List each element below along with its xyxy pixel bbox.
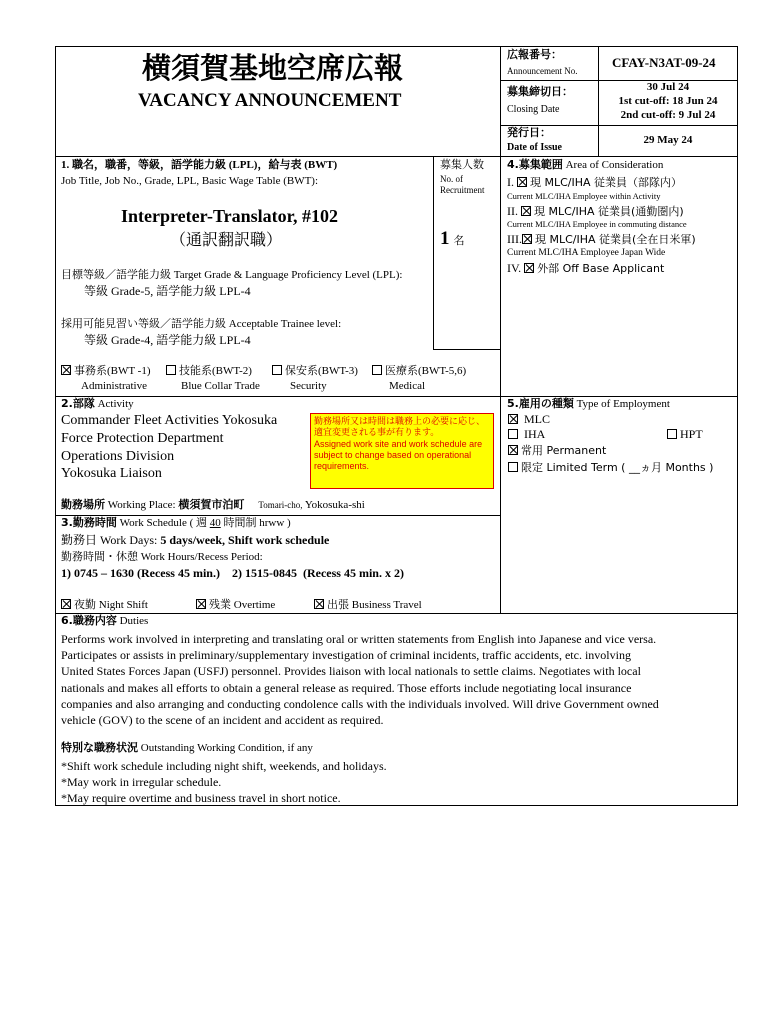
area-num: IV. bbox=[507, 261, 522, 275]
bwt-security[interactable] bbox=[272, 365, 358, 378]
work-days bbox=[61, 534, 329, 548]
condition-business-travel-label: 出張 Business Travel bbox=[327, 599, 422, 611]
duties-line: nationals and makes all efforts to obtain a general release as required. Those efforts include negotiating local insurance bbox=[61, 680, 632, 695]
section3-heading-en: Work Schedule ( 週 bbox=[119, 517, 207, 529]
special-condition-line: *May require overtime and business travel in short notice. bbox=[61, 791, 341, 806]
duties-line: vehicle (GOV) to the scene of an incident and accident as required. bbox=[61, 713, 384, 728]
checkbox-unchecked[interactable] bbox=[166, 365, 176, 375]
announcement-no-label-en: Announcement No. bbox=[507, 66, 578, 76]
special-condition-line: *Shift work schedule including night shift, weekends, and holidays. bbox=[61, 759, 387, 773]
recruitment-label-en-2: Recruitment bbox=[440, 185, 485, 195]
employment-limited-label: 限定 Limited Term ( __ヵ月 Months ) bbox=[521, 461, 714, 474]
section2-heading-jp: 2.部隊 bbox=[61, 397, 95, 410]
bwt-security-en: Security bbox=[290, 380, 327, 392]
recruitment-count bbox=[440, 228, 465, 250]
area-item-3-text: 現 MLC/IHA 従業員(全在日米軍) bbox=[535, 233, 696, 246]
area-item-2[interactable] bbox=[507, 205, 684, 219]
working-place-label-en: Working Place: bbox=[107, 499, 176, 511]
employment-hpt[interactable] bbox=[667, 428, 703, 442]
checkbox-checked[interactable] bbox=[522, 234, 532, 244]
second-cutoff-value: 2nd cut-off: 9 Jul 24 bbox=[620, 109, 716, 121]
bwt-medical-jp: 医療系(BWT-5,6) bbox=[385, 365, 467, 377]
title-japanese: 横須賀基地空席広報 bbox=[142, 51, 404, 85]
checkbox-checked[interactable] bbox=[508, 414, 518, 424]
checkbox-checked[interactable] bbox=[521, 206, 531, 216]
checkbox-checked[interactable] bbox=[314, 599, 324, 609]
recruitment-count-number: 1 bbox=[440, 228, 450, 249]
title-english: VACANCY ANNOUNCEMENT bbox=[138, 90, 402, 111]
checkbox-checked[interactable] bbox=[61, 365, 71, 375]
working-place bbox=[61, 499, 365, 512]
bwt-security-jp: 保安系(BWT-3) bbox=[285, 365, 358, 377]
section6-heading-jp: 6.職務内容 bbox=[61, 614, 117, 627]
section1-subheading: Job Title, Job No., Grade, LPL, Basic Wage Table (BWT): bbox=[61, 175, 319, 187]
employment-iha[interactable] bbox=[508, 428, 545, 442]
checkbox-unchecked[interactable] bbox=[272, 365, 282, 375]
section3-heading bbox=[61, 517, 291, 530]
announcement-no-label-jp: 広報番号： bbox=[507, 48, 562, 61]
note-japanese: 勤務場所又は時間は職務上の必要に応じ、 適宜変更される事が有ります。 bbox=[314, 416, 486, 438]
section4-heading bbox=[507, 159, 663, 172]
working-place-label-jp: 勤務場所 bbox=[61, 498, 105, 511]
area-num: I. bbox=[507, 175, 514, 189]
checkbox-checked[interactable] bbox=[508, 445, 518, 455]
area-item-4[interactable] bbox=[507, 262, 664, 276]
bwt-medical-en: Medical bbox=[389, 380, 426, 392]
duties-line: Performs work involved in interpreting and translating oral or written statements from English into Japanese and vice versa. bbox=[61, 632, 657, 646]
special-condition-jp: 特別な職務状況 bbox=[61, 741, 138, 754]
checkbox-checked[interactable] bbox=[61, 599, 71, 609]
work-hours-value: 1) 0745 – 1630 (Recess 45 min.) 2) 1515-0845 (Recess 45 min. x 2) bbox=[61, 566, 404, 580]
issue-date-label-jp: 発行日： bbox=[507, 126, 551, 139]
working-place-value-jp: 横須賀市泊町 bbox=[178, 498, 245, 511]
section3-top-line bbox=[55, 515, 500, 516]
checkbox-checked[interactable] bbox=[517, 177, 527, 187]
section5-heading bbox=[507, 398, 670, 411]
weekly-hours: 40 bbox=[209, 517, 221, 529]
header-divider bbox=[500, 46, 501, 613]
job-title-japanese: （通訳翻訳職） bbox=[170, 230, 283, 249]
area-item-2-text: 現 MLC/IHA 従業員(通勤圏内) bbox=[534, 205, 684, 218]
section1-heading: 1. 職名，職番，等級，語学能力級 (LPL)，給与表 (BWT) bbox=[61, 159, 338, 171]
working-place-value-en1: Tomari-cho, bbox=[258, 500, 303, 510]
condition-overtime-label: 残業 Overtime bbox=[209, 599, 276, 611]
bwt-administrative[interactable] bbox=[61, 365, 150, 378]
area-item-3[interactable] bbox=[507, 233, 696, 247]
employment-mlc[interactable] bbox=[508, 413, 550, 427]
checkbox-checked[interactable] bbox=[196, 599, 206, 609]
target-grade-value: 等級 Grade-5, 語学能力級 LPL-4 bbox=[84, 284, 251, 298]
special-condition-line: *May work in irregular schedule. bbox=[61, 775, 222, 790]
target-grade-label: 目標等級／語学能力級 Target Grade & Language Proficiency Level (LPL): bbox=[61, 269, 403, 281]
bwt-administrative-en: Administrative bbox=[81, 380, 147, 392]
activity-line-2: Force Protection Department bbox=[61, 431, 224, 446]
activity-line-1: Commander Fleet Activities Yokosuka bbox=[61, 413, 278, 428]
section6-top-line bbox=[55, 613, 738, 614]
section4-heading-jp: 4.募集範囲 bbox=[507, 158, 563, 171]
section6-heading-en: Duties bbox=[119, 615, 149, 627]
working-place-value-en2: Yokosuka-shi bbox=[304, 499, 365, 511]
issue-date-value: 29 May 24 bbox=[643, 134, 693, 146]
section2-heading bbox=[61, 398, 134, 411]
trainee-level-label: 採用可能見習い等級／語学能力級 Acceptable Trainee level: bbox=[61, 318, 342, 330]
schedule-change-note bbox=[310, 413, 494, 489]
section2-heading-en: Activity bbox=[97, 398, 134, 410]
bwt-blue-collar[interactable] bbox=[166, 365, 252, 378]
trainee-level-value: 等級 Grade-4, 語学能力級 LPL-4 bbox=[84, 333, 251, 347]
employment-mlc-label: MLC bbox=[524, 412, 551, 426]
section6-heading bbox=[61, 615, 148, 628]
section3-heading-jp: 3.勤務時間 bbox=[61, 516, 117, 529]
announcement-no-value: CFAY-N3AT-09-24 bbox=[612, 55, 716, 70]
condition-night-shift[interactable] bbox=[61, 599, 148, 612]
bwt-blue-collar-jp: 技能系(BWT-2) bbox=[179, 365, 252, 377]
area-item-4-text: 外部 Off Base Applicant bbox=[537, 262, 665, 275]
note-english: Assigned work site and work schedule are subject to change based on operational requirements. bbox=[314, 438, 483, 471]
duties-line: United States Forces Japan (USFJ) personnel. Provides liaison with local nationals to settle claims. Negotiates with local bbox=[61, 664, 641, 679]
area-item-1-sub: Current MLC/IHA Employee within Activity bbox=[507, 191, 661, 201]
work-days-label: 勤務日 Work Days: bbox=[61, 533, 158, 547]
recruitment-bottom-line bbox=[433, 349, 500, 350]
special-condition-list bbox=[61, 758, 387, 807]
section2-top-line bbox=[55, 396, 738, 397]
employment-hpt-label: HPT bbox=[680, 427, 703, 441]
employment-limited[interactable] bbox=[508, 461, 713, 475]
checkbox-checked[interactable] bbox=[524, 263, 534, 273]
area-item-2-sub: Current MLC/IHA Employee in commuting distance bbox=[507, 219, 687, 229]
duties-line: companies and also arranging and conducting condolence calls with the individuals involved. Will drive Government owned bbox=[61, 696, 659, 711]
employment-permanent-label: 常用 Permanent bbox=[521, 444, 607, 457]
checkbox-unchecked[interactable] bbox=[372, 365, 382, 375]
issue-date-label-en: Date of Issue bbox=[507, 142, 562, 153]
area-num: II. bbox=[507, 204, 518, 218]
checkbox-unchecked[interactable] bbox=[508, 429, 518, 439]
checkbox-unchecked[interactable] bbox=[667, 429, 677, 439]
condition-business-travel[interactable] bbox=[314, 599, 422, 612]
section4-heading-en: Area of Consideration bbox=[565, 159, 664, 171]
work-hours-label: 勤務時間・休憩 Work Hours/Recess Period: bbox=[61, 551, 263, 563]
bwt-medical[interactable] bbox=[372, 365, 466, 378]
section5-heading-jp: 5.雇用の種類 bbox=[507, 397, 574, 410]
condition-overtime[interactable] bbox=[196, 599, 275, 612]
area-item-3-sub: Current MLC/IHA Employee Japan Wide bbox=[507, 248, 666, 258]
job-title-english: Interpreter-Translator, #102 bbox=[121, 206, 338, 226]
header-bottom-line bbox=[55, 156, 738, 157]
recruitment-count-unit: 名 bbox=[453, 234, 465, 247]
recruitment-label-jp: 募集人数 bbox=[440, 158, 484, 171]
employment-permanent[interactable] bbox=[508, 444, 606, 458]
closing-date-value: 30 Jul 24 bbox=[646, 81, 690, 93]
condition-night-shift-label: 夜勤 Night Shift bbox=[74, 599, 148, 611]
area-num: III. bbox=[507, 232, 522, 246]
recruitment-label-en-1: No. of bbox=[440, 174, 463, 184]
duties-line: Participates or assists in preliminary/supplementary investigation of criminal incidents, traffic accidents, etc. involving bbox=[61, 648, 631, 663]
checkbox-unchecked[interactable] bbox=[508, 462, 518, 472]
special-condition-en: Outstanding Working Condition, if any bbox=[140, 742, 313, 754]
closing-date-label-en: Closing Date bbox=[507, 104, 560, 115]
section5-heading-en: Type of Employment bbox=[576, 398, 670, 410]
area-item-1[interactable] bbox=[507, 176, 682, 190]
activity-line-4: Yokosuka Liaison bbox=[61, 466, 162, 481]
special-condition-heading bbox=[61, 742, 313, 755]
closing-date-label-jp: 募集締切日： bbox=[507, 85, 573, 98]
bwt-admin-jp: 事務系(BWT -1) bbox=[74, 365, 151, 377]
area-item-1-text: 現 MLC/IHA 従業員（部隊内） bbox=[530, 176, 683, 189]
bwt-blue-collar-en: Blue Collar Trade bbox=[181, 380, 260, 392]
section3-heading-tail: 時間制 hrww ) bbox=[223, 517, 291, 529]
employment-iha-label: IHA bbox=[524, 427, 546, 441]
duties-text bbox=[61, 631, 659, 728]
first-cutoff-value: 1st cut-off: 18 Jun 24 bbox=[618, 95, 718, 107]
recruitment-divider bbox=[433, 156, 434, 349]
work-days-value: 5 days/week, Shift work schedule bbox=[160, 533, 330, 547]
activity-line-3: Operations Division bbox=[61, 449, 175, 464]
